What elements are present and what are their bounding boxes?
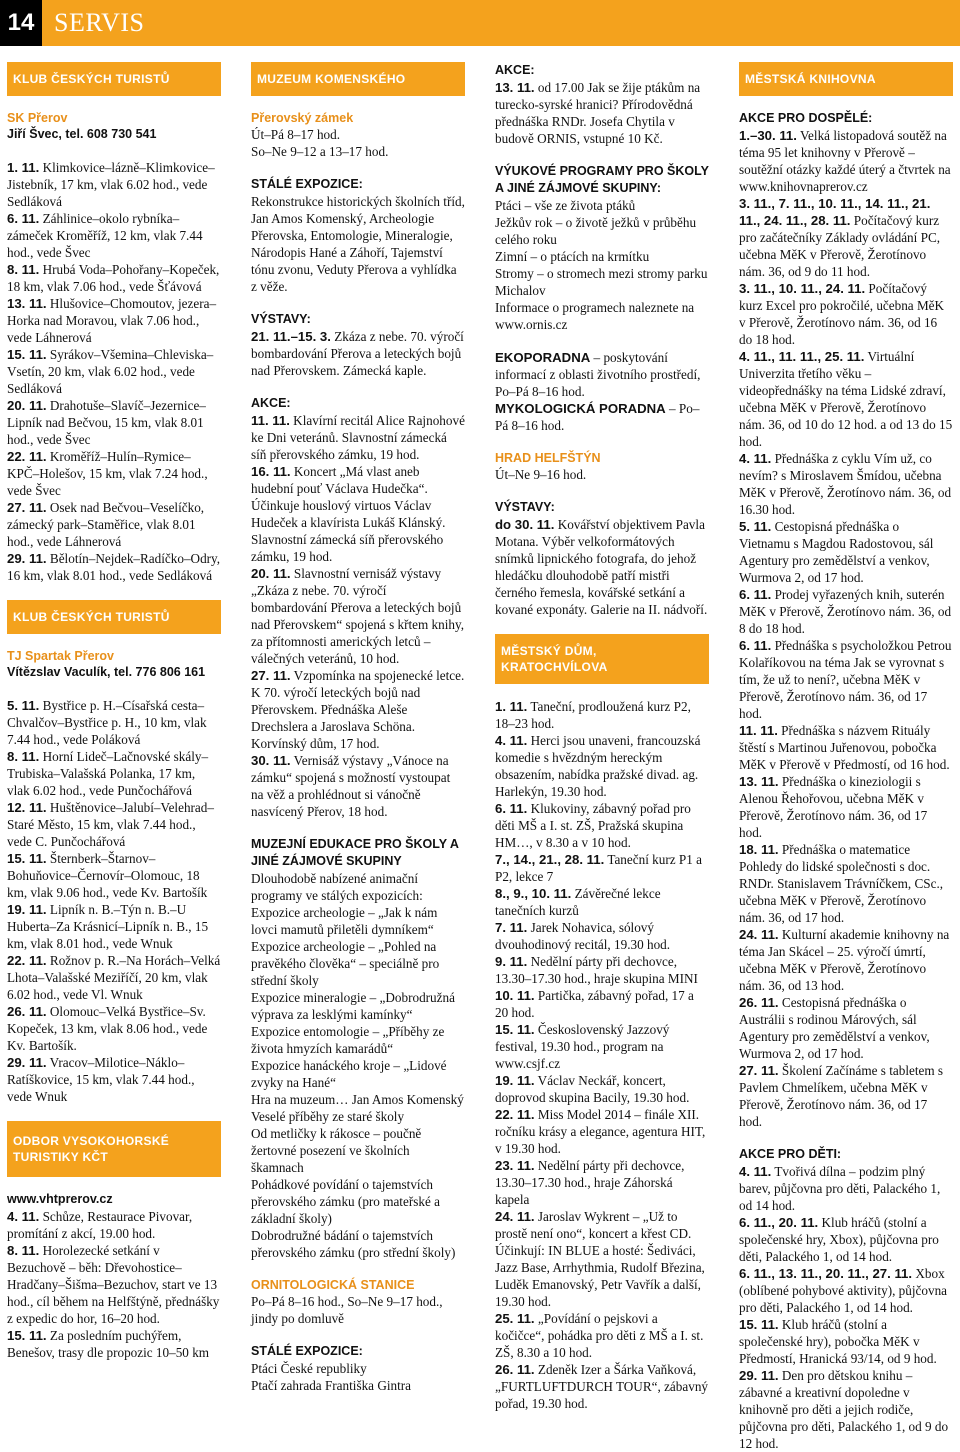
event-text: Cestopisná přednáška o Vietnamu s Magdou Radostovou, sál Agentury pro zemědělství a venkov, Wurmova 2, od 17 hod.: [739, 519, 934, 585]
event-item: [495, 1072, 709, 1106]
event-text: Vracov–Milotice–Náklo–Ratíškovice, 15 km, vlak 7.44 hod., vede Wnuk: [7, 1055, 195, 1104]
event-text: Rožnov p. R.–Na Horách–Velká Lhota–Valašské Meziříčí, 20 km, vlak 6.02 hod., vede Vl. Wnuk: [7, 953, 221, 1002]
event-item: [7, 1327, 221, 1361]
event-date: 29. 11.: [739, 1368, 779, 1383]
event-item: [495, 851, 709, 885]
event-item: [739, 722, 953, 773]
event-text: Schůze, Restaurace Pivovar, promítání z akcí, 19.00 hod.: [7, 1209, 193, 1241]
event-date: 6. 11., 13. 11., 20. 11., 27. 11.: [739, 1266, 913, 1281]
event-text: Klimkovice–lázně–Klimkovice–Jistebník, 17 km, vlak 6.02 hod., vede Sedláková: [7, 160, 215, 209]
event-item: [739, 1367, 953, 1452]
banner-library: MĚSTSKÁ KNIHOVNA: [739, 62, 953, 96]
event-text: Za posledním puchýřem, Benešov, trasy dle propozic 10–50 km: [7, 1328, 210, 1360]
event-item: [7, 159, 221, 210]
event-date: 29. 11.: [7, 1055, 47, 1070]
event-item: [739, 348, 953, 450]
text-line: Zimní – o ptácích na krmítku: [495, 249, 650, 264]
club-contact: Vítězslav Vaculík, tel. 776 806 161: [7, 665, 206, 679]
heading-education: MUZEJNÍ EDUKACE PRO ŠKOLY A JINÉ ZÁJMOVÉ SKUPINY: [251, 837, 459, 868]
event-date: 27. 11.: [251, 668, 291, 683]
line-list: [495, 197, 709, 333]
event-text: Přednáška o matematice Pohledy do lidské společnosti s doc. RNDr. Stanislavem Trávníčkem, CSc., učebna MěK v Přerově, Žerotínovo nám. 36, od 17 hod.: [739, 842, 944, 925]
event-item: [739, 1316, 953, 1367]
event-item: [251, 667, 465, 752]
event-text: Záhlinice–okolo rybníka–zámeček Kroměříž, 12 km, vlak 7.44 hod., vede Švec: [7, 211, 203, 260]
event-text: Václav Neckář, koncert, doprovod skupina Bacily, 19.30 hod.: [495, 1073, 690, 1105]
event-text: Počítačový kurz Excel pro pokročilé, učebna MěK v Přerově, Žerotínovo nám. 36, od 16 do 18 hod.: [739, 281, 945, 347]
event-text: Slavnostní vernisáž výstavy „Zkáza z nebe. 70. výročí bombardování Přerova a leteckých bojů nad Přerovskem“ spojená s křtem knihy, za přítomnosti amerických letců – válečných veteránů, 10 hod.: [251, 566, 465, 666]
event-item: [7, 210, 221, 261]
text-line: Expozice archeologie – „Jak k nám lovci mamutů přiletěli dymníkem“: [251, 905, 438, 937]
opening-hours: Út–Pá 8–17 hod.: [251, 127, 341, 142]
event-date: 16. 11.: [251, 464, 291, 479]
event-text: Zdeněk Izer a Šárka Vaňková, „FURTLUFTDURCH TOUR“, zábavný pořad, 19.30 hod.: [495, 1362, 709, 1411]
event-item: [495, 1157, 709, 1208]
text-line: Ptáci – vše ze života ptáků: [495, 198, 636, 213]
event-text: Zkáza z nebe. 70. výročí bombardování Přerova a leteckých bojů nad Přerovskem. Zámecká kaple.: [251, 329, 464, 378]
text-line: Dobrodružné bádání o tajemstvích přerovského zámku (pro střední školy): [251, 1228, 456, 1260]
event-text: Miss Model 2014 – finále XII. ročníku krásy a elegance, agentura HIT, v 19.30 hod.: [495, 1107, 706, 1156]
event-text: Jaroslav Wykrent – „Už to prostě není ono“, koncert a křest CD. Účinkují: IN BLUE a hosté: Šediváci, Jazz Base, Arrhythmia, Rudolf Březina, Luděk Emanovský, Petr Vavřík a další, 19.30 hod.: [495, 1209, 705, 1309]
event-text: Vernisáž výstavy „Vánoce na zámku“ spojená s možností vystoupat na věž a prohlédnout si vánočně nasvícený Přerov, 18 hod.: [251, 753, 451, 819]
event-date: 6. 11.: [495, 801, 528, 816]
event-item: [739, 1265, 953, 1316]
text-line: Informace o programech naleznete na www.ornis.cz: [495, 300, 695, 332]
event-item: [495, 1208, 709, 1310]
event-item: [739, 1214, 953, 1265]
event-list: [739, 1163, 953, 1452]
event-item: [7, 748, 221, 799]
event-date: 6. 11., 20. 11.: [739, 1215, 819, 1230]
event-date: 6. 11.: [739, 587, 772, 602]
event-list: [739, 127, 953, 1130]
event-item: [739, 1163, 953, 1214]
event-date: 1.–30. 11.: [739, 128, 797, 143]
event-date: 20. 11.: [251, 566, 291, 581]
text-line: Veselé příběhy ze staré školy: [251, 1109, 405, 1124]
event-item: [7, 448, 221, 499]
event-text: Klub hráčů (stolní a společenské hry, Xbox), půjčovna pro děti, Palackého 1, od 14 hod.: [739, 1215, 939, 1264]
event-date: 10. 11.: [495, 988, 535, 1003]
event-date: 4. 11.: [739, 1164, 772, 1179]
event-date: 15. 11.: [7, 347, 47, 362]
event-text: Bystřice p. H.–Císařská cesta–Chvalčov–Bystřice p. H., 10 km, vlak 7.44 hod., vede Poláková: [7, 698, 207, 747]
ekoporadna: EKOPORADNA – poskytování informací z oblasti životního prostředí, Po–Pá 8–16 hod.: [495, 350, 701, 399]
event-item: [7, 346, 221, 397]
event-text: Přednáška s názvem Rituály štěstí s Martinou Juřenovou, pobočka MěK v Přerově v Předmostí, od 16 hod.: [739, 723, 950, 772]
club-website[interactable]: www.vhtprerov.cz: [7, 1192, 113, 1206]
page-header: [0, 0, 960, 46]
event-text: Xbox (oblíbené pohybové aktivity), půjčovna pro děti, Palackého 1, od 14 hod.: [739, 1266, 948, 1315]
event-date: 12. 11.: [7, 800, 47, 815]
event-item: [7, 550, 221, 584]
line-list: [251, 1360, 465, 1394]
event-date: 18. 11.: [739, 842, 779, 857]
event-text: Klavírní recitál Alice Rajnohové ke Dni veteránů. Slavnostní zámecká síň přerovského zámku, 19 hod.: [251, 413, 465, 462]
event-item: [495, 1106, 709, 1157]
text-line: Pohádkové povídání o tajemstvích přerovského zámku (pro mateřské a základní školy): [251, 1177, 440, 1226]
event-item: [495, 800, 709, 851]
event-item: [739, 127, 953, 195]
event-date: 4. 11.: [495, 733, 528, 748]
text-line: Expozice hanáckého kroje – „Lidové zvyky na Hané“: [251, 1058, 447, 1090]
event-item: [739, 586, 953, 637]
venue-subtitle: Přerovský zámek: [251, 111, 354, 125]
event-item: [251, 328, 465, 379]
text-line: Od metličky k rákosce – poučně žertovné posezení ve školních škamnach: [251, 1126, 422, 1175]
event-item: [7, 901, 221, 952]
event-date: 1. 11.: [495, 699, 528, 714]
event-date: 5. 11.: [739, 519, 772, 534]
event-text: Herci jsou unaveni, francouzská komedie s hvězdným hereckým obsazením, nabídka pražské divad. ag. Harlekýn, 19.30 hod.: [495, 733, 701, 799]
event-text: Den pro dětskou knihu – zábavné a kreativní dopoledne v knihovně pro děti a jejich rodiče, půjčovna pro děti, Palackého 1, od 9 do 12 hod.: [739, 1368, 949, 1451]
event-date: 6. 11.: [739, 638, 772, 653]
event-text: Prodej vyřazených knih, suterén MěK v Přerově, Žerotínovo nám. 36, od 8 do 18 hod.: [739, 587, 952, 636]
event-item: [739, 637, 953, 722]
column-library: [739, 62, 953, 1452]
event-list: [495, 698, 709, 1412]
text-line: Expozice entomologie – „Příběhy ze života hmyzích kamarádů“: [251, 1024, 445, 1056]
event-item: [251, 565, 465, 667]
text-line: Ptáci České republiky: [251, 1361, 367, 1376]
event-item: [7, 850, 221, 901]
event-date: 20. 11.: [7, 398, 47, 413]
event-date: 26. 11.: [495, 1362, 535, 1377]
event-text: Závěrečné lekce tanečních kurzů: [495, 886, 661, 918]
event-list: [7, 1208, 221, 1361]
event-item: [7, 397, 221, 448]
event-text: Olomouc–Velká Bystřice–Sv. Kopeček, 13 km, vlak 8.06 hod., vede Kv. Bartošík.: [7, 1004, 208, 1053]
heading-children: AKCE PRO DĚTI:: [739, 1147, 842, 1161]
event-text: Velká listopadová soutěž na téma 95 let knihovny v Přerově – soutěžní otázky každé úterý a čtvrtek na www.knihovnaprerov.cz: [739, 128, 951, 194]
event-item: [251, 412, 465, 463]
event-text: Československý Jazzový festival, 19.30 hod., program na www.csjf.cz: [495, 1022, 670, 1071]
text-line: Stromy – o stromech mezi stromy parku Michalov: [495, 266, 708, 298]
event-date: 8. 11.: [7, 1243, 40, 1258]
event-date: 9. 11.: [495, 954, 528, 969]
event-item: [739, 195, 953, 280]
event-text: Cestopisná přednáška o Austrálii s rodinou Márových, sál Agentury pro zemědělství a venkov, Wurmova 2, od 17 hod.: [739, 995, 930, 1061]
event-list: [251, 328, 465, 379]
event-item: [495, 885, 709, 919]
event-date: 7., 14., 21., 28. 11.: [495, 852, 605, 867]
event-item: [495, 1021, 709, 1072]
column-tourist-clubs: [7, 62, 221, 1361]
event-date: 3. 11., 10. 11., 24. 11.: [739, 281, 866, 296]
event-text: Lipník n. B.–Týn n. B.–U Huberta–Za Krásnicí–Lipník n. B., 15 km, vlak 8.01 hod., vede Wnuk: [7, 902, 209, 951]
event-item: [739, 1062, 953, 1130]
event-item: [739, 994, 953, 1062]
event-text: Nedělní párty při dechovce, 13.30–17.30 hod., hraje Záhorská kapela: [495, 1158, 685, 1207]
event-item: [251, 463, 465, 565]
event-text: Vzpomínka na spojenecké letce. K 70. výročí leteckých bojů nad Přerovskem. Přednáška Aleše Drechslera a Jaroslava Schöna. Korvínský dům, 17 hod.: [251, 668, 465, 751]
event-item: [495, 953, 709, 987]
event-item: [495, 698, 709, 732]
event-text: Huštěnovice–Jalubí–Velehrad–Staré Město, 15 km, vlak 7.44 hod., vede C. Punčochářová: [7, 800, 214, 849]
heading-programs: VÝUKOVÉ PROGRAMY PRO ŠKOLY A JINÉ ZÁJMOVÉ SKUPINY:: [495, 164, 709, 195]
heading-adults: AKCE PRO DOSPĚLÉ:: [739, 111, 873, 125]
event-item: [7, 499, 221, 550]
club-contact: Jiří Švec, tel. 608 730 541: [7, 127, 157, 141]
section-title: SERVIS: [42, 0, 960, 46]
expo-text: Rekonstrukce historických školních tříd, Jan Amos Komenský, Archeologie Přerovska, Entomologie, Mineralogie, Národopis Hané a Záhoří, Tajemství tónu zvonu, Veduty Přerova a vyhlídka z věže.: [251, 194, 465, 294]
line-list: [251, 870, 465, 1261]
text-line: Hra na muzeum… Jan Amos Komenský: [251, 1092, 464, 1107]
event-text: Klub hráčů (stolní a společenské hry), pobočka MěK v Předmostí, Hranická 93/14, od 9 hod.: [739, 1317, 937, 1366]
event-item: [7, 1003, 221, 1054]
club-subtitle: SK Přerov: [7, 111, 68, 125]
event-item: [495, 987, 709, 1021]
event-text: Taneční, prodloužená kurz P2, 18–23 hod.: [495, 699, 691, 731]
event-date: 11. 11.: [739, 723, 778, 738]
event-date: 22. 11.: [7, 449, 47, 464]
event-text: Kroměříž–Hulín–Rymice–KPČ–Holešov, 15 km, vlak 7.24 hod., vede Švec: [7, 449, 208, 498]
event-date: 4. 11.: [739, 451, 772, 466]
event-date: do 30. 11.: [495, 517, 555, 532]
text-line: Ptačí zahrada Františka Gintra: [251, 1378, 412, 1393]
event-list: [251, 412, 465, 820]
event-list: [495, 516, 709, 618]
event-date: 27. 11.: [7, 500, 47, 515]
event-date: 13. 11.: [7, 296, 47, 311]
event-item: [739, 518, 953, 586]
opening-hours: Po–Pá 8–16 hod., So–Ne 9–17 hod., jindy po domluvě: [251, 1294, 443, 1326]
event-item: [7, 952, 221, 1003]
heading-events: AKCE:: [495, 63, 535, 77]
event-text: Virtuální Univerzita třetího věku – videopřednášky na téma Lidské zdraví, učebna MěK v Přerově, Žerotínovo nám. 36, od 10 do 12 hod. a od 13 do 15 hod.: [739, 349, 953, 449]
event-list: [7, 159, 221, 584]
event-text: Přednáška z cyklu Vím už, co nevím? s Miroslavem Šmídou, učebna MěK v Přerově, Žerotínovo nám. 36, od 16.30 hod.: [739, 451, 952, 517]
event-text: „Povídání o pejskovi a kočičce“, pohádka pro děti z MŠ a I. st. ZŠ, 8.30 a 10 hod.: [495, 1311, 704, 1360]
event-date: 25. 11.: [495, 1311, 535, 1326]
event-date: 3. 11., 7. 11., 10. 11., 14. 11., 21. 11., 24. 11., 28. 11.: [739, 196, 931, 228]
event-item: [739, 926, 953, 994]
event-item: [251, 752, 465, 820]
event-item: [495, 79, 709, 147]
event-item: [739, 280, 953, 348]
event-text: Školení Začínáme s tabletem s Pavlem Chmelíkem, učebna MěK v Přerově, Žerotínovo nám. 36, od 17 hod.: [739, 1063, 944, 1129]
event-text: Bělotín–Nejdek–Radíčko–Odry, 16 km, vlak 8.01 hod., vede Sedláková: [7, 551, 221, 583]
event-text: Šternberk–Štarnov–Bohuňovice–Černovír–Olomouc, 18 km, vlak 9.06 hod., vede Kv. Bartošík: [7, 851, 208, 900]
event-date: 7. 11.: [495, 920, 528, 935]
event-date: 19. 11.: [7, 902, 47, 917]
event-item: [7, 1208, 221, 1242]
heading-exhibitions: VÝSTAVY:: [251, 312, 311, 326]
event-text: Počítačový kurz pro začátečníky Základy ovládání PC, učebna MěK v Přerově, Žerotínovo nám. 36, od 9 do 11 hod.: [739, 213, 941, 279]
venue-subtitle: ORNITOLOGICKÁ STANICE: [251, 1278, 415, 1292]
club-subtitle: TJ Spartak Přerov: [7, 649, 114, 663]
opening-hours: Út–Ne 9–16 hod.: [495, 467, 587, 482]
event-text: Hlušovice–Chomoutov, jezera–Horka nad Moravou, vlak 7.06 hod., vede Láhnerová: [7, 296, 217, 345]
event-text: Osek nad Bečvou–Veselíčko, zámecký park–Staměřice, vlak 8.01 hod., vede Láhnerová: [7, 500, 205, 549]
event-item: [739, 450, 953, 518]
banner-vht: ODBOR VYSOKOHORSKÉ TURISTIKY KČT: [7, 1121, 221, 1177]
event-date: 23. 11.: [495, 1158, 535, 1173]
event-date: 13. 11.: [495, 80, 535, 95]
event-list: [7, 697, 221, 1105]
event-item: [739, 773, 953, 841]
event-date: 26. 11.: [739, 995, 779, 1010]
event-text: Horní Lideč–Lačnovské skály–Trubiska–Valašská Polanka, 17 km, vlak 6.02 hod., vede Punčochářová: [7, 749, 209, 798]
text-line: Dlouhodobě nabízené animační programy ve stálých expozicích:: [251, 871, 423, 903]
event-item: [495, 1361, 709, 1412]
text-line: Expozice archeologie – „Pohled na pravěkého člověka“ – speciálně pro střední školy: [251, 939, 440, 988]
event-list: [495, 79, 709, 147]
event-date: 29. 11.: [7, 551, 47, 566]
event-date: 26. 11.: [7, 1004, 47, 1019]
event-date: 5. 11.: [7, 698, 40, 713]
event-date: 15. 11.: [495, 1022, 535, 1037]
event-item: [7, 697, 221, 748]
event-text: Partička, zábavný pořad, 17 a 20 hod.: [495, 988, 694, 1020]
mykologicka-poradna: MYKOLOGICKÁ PORADNA – Po–Pá 8–16 hod.: [495, 401, 700, 433]
event-text: Nedělní párty při dechovce, 13.30–17.30 hod., hraje skupina MINI: [495, 954, 698, 986]
event-item: [7, 261, 221, 295]
event-date: 8. 11.: [7, 749, 40, 764]
text-line: Expozice mineralogie – „Dobrodružná výprava za lesklými kamínky“: [251, 990, 455, 1022]
event-date: 24. 11.: [495, 1209, 535, 1224]
banner-museum: MUZEUM KOMENSKÉHO: [251, 62, 465, 96]
event-text: Koncert „Má vlast aneb hudební pouť Václava Hudečka“. Účinkuje houslový virtuos Václav Hudeček a klavírista Lukáš Klánský. Slavnostní zámecká síň přerovského zámku, 19 hod.: [251, 464, 446, 564]
heading-events: AKCE:: [251, 396, 291, 410]
event-date: 15. 11.: [7, 1328, 47, 1343]
event-item: [7, 799, 221, 850]
banner-kct-sk: KLUB ČESKÝCH TURISTŮ: [7, 62, 221, 96]
event-date: 8., 9., 10. 11.: [495, 886, 572, 901]
column-museum: [251, 62, 465, 1394]
event-text: Přednáška o kineziologii s Alenou Řehořovou, učebna MěK v Přerově, Žerotínovo nám. 36, od 17 hod.: [739, 774, 928, 840]
event-date: 19. 11.: [495, 1073, 535, 1088]
event-date: 15. 11.: [7, 851, 47, 866]
event-text: Kovářství objektivem Pavla Motana. Výběr velkoformátových snímků lipnického fotografa, do jehož hledáčku dlouhodobě patří mistři černého řemesla, kovářské setkání a kované exponáty. Galerie na II. nádvoří.: [495, 517, 708, 617]
event-date: 27. 11.: [739, 1063, 779, 1078]
event-text: Klukoviny, zábavný pořad pro děti MŠ a I. st. ZŠ, Pražská skupina HM…, v 8.30 a v 10 hod.: [495, 801, 691, 850]
event-date: 15. 11.: [739, 1317, 779, 1332]
event-text: Přednáška s psycholožkou Petrou Kolaříkovou na téma Jak se vyrovnat s tím, že už to není?, učebna MěK v Přerově, Žerotínovo nám. 36, od 17 hod.: [739, 638, 952, 721]
event-date: 6. 11.: [7, 211, 40, 226]
banner-mestsky-dum: MĚSTSKÝ DŮM, KRATOCHVÍLOVA: [495, 634, 709, 684]
column-ornis-helfstyn-mestsky-dum: [495, 62, 709, 1412]
opening-hours: So–Ne 9–12 a 13–17 hod.: [251, 144, 389, 159]
event-date: 24. 11.: [739, 927, 779, 942]
event-text: Jarek Nohavica, sólový dvouhodinový recitál, 19.30 hod.: [495, 920, 671, 952]
event-date: 11. 11.: [251, 413, 290, 428]
event-item: [7, 295, 221, 346]
heading-exhibitions: VÝSTAVY:: [495, 500, 555, 514]
event-date: 30. 11.: [251, 753, 291, 768]
event-text: Taneční kurz P1 a P2, lekce 7: [495, 852, 702, 884]
event-date: 4. 11., 11. 11., 25. 11.: [739, 349, 865, 364]
event-date: 21. 11.–15. 3.: [251, 329, 331, 344]
event-text: Tvořivá dílna – podzim plný barev, půjčovna pro děti, Palackého 1, od 14 hod.: [739, 1164, 941, 1213]
text-line: Ježkův rok – o životě ježků v průběhu celého roku: [495, 215, 697, 247]
event-item: [7, 1054, 221, 1105]
event-item: [7, 1242, 221, 1327]
event-date: 13. 11.: [739, 774, 779, 789]
event-item: [739, 841, 953, 926]
event-text: Drahotuše–Slavíč–Jezernice–Lipník nad Bečvou, 15 km, vlak 8.01 hod., vede Švec: [7, 398, 206, 447]
event-item: [495, 732, 709, 800]
event-item: [495, 1310, 709, 1361]
event-text: Kulturní akademie knihovny na téma Jan Skácel – 25. výročí úmrtí, učebna MěK v Přerově, Žerotínovo nám. 36, od 13 hod.: [739, 927, 950, 993]
event-text: Hrubá Voda–Pohořany–Kopeček, 18 km, vlak 7.06 hod., vede Šťávová: [7, 262, 220, 294]
event-text: od 17.00 Jak se žije ptákům na turecko-syrské hranici? Přírodovědná přednáška RNDr. Josefa Chytila v budově ORNIS, vstupné 10 Kč.: [495, 80, 701, 146]
venue-subtitle: HRAD HELFŠTÝN: [495, 451, 601, 465]
event-date: 22. 11.: [495, 1107, 535, 1122]
event-text: Horolezecké setkání v Bezuchově – běh: Dřevohostice–Hradčany–Šišma–Bezuchov, start ve 13 hod., cíl během na Helfštýně, přednášky z expedic do hor, 16–20 hod.: [7, 1243, 220, 1326]
event-item: [495, 516, 709, 618]
event-date: 1. 11.: [7, 160, 40, 175]
page-number: 14: [0, 0, 42, 46]
event-item: [495, 919, 709, 953]
event-date: 22. 11.: [7, 953, 47, 968]
heading-expo: STÁLÉ EXPOZICE:: [251, 1344, 363, 1358]
event-date: 8. 11.: [7, 262, 40, 277]
event-text: Syrákov–Všemina–Chleviska–Vsetín, 20 km, vlak 6.02 hod., vede Sedláková: [7, 347, 214, 396]
banner-kct-spartak: KLUB ČESKÝCH TURISTŮ: [7, 600, 221, 634]
heading-expo: STÁLÉ EXPOZICE:: [251, 177, 363, 191]
event-date: 4. 11.: [7, 1209, 40, 1224]
